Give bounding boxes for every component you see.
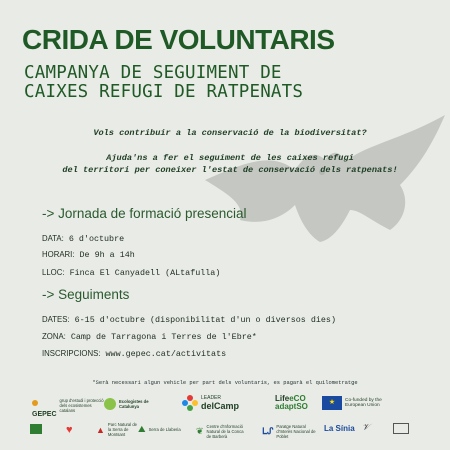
- leader-text: LEADER: [201, 395, 222, 401]
- gepec-logo: [32, 393, 108, 418]
- pnp-icon: ᒪᔑ: [262, 426, 274, 436]
- leader-delcamp-logo: [182, 395, 239, 411]
- mountain-icon: ⛰: [138, 424, 146, 434]
- montsant-text: Parc Natural de la Serra de Montsant: [107, 422, 138, 437]
- signup-link[interactable]: www.gepec.cat/activitats: [105, 349, 227, 359]
- small-logo: [393, 423, 409, 434]
- intro-question: Vols contribuir a la conservació de la biodiversitat?: [93, 128, 367, 138]
- montsant-logo: [30, 424, 42, 434]
- date-value: 6 d'octubre: [68, 234, 125, 244]
- footnote: *Serà necessari algun vehicle per part dels voluntaris, es pagarà el quilometratge: [92, 380, 358, 386]
- ebre-text: Centre d'Informació Natural de la Conca de Barberà: [206, 424, 244, 439]
- flower-icon: [182, 395, 198, 411]
- zone-value: Camp de Tarragona i Terres de l'Ebre*: [70, 332, 257, 342]
- page-title: CRIDA DE VOLUNTARIS: [22, 24, 335, 55]
- sinia-text: La Sínia: [324, 424, 355, 433]
- ecologistes-mark-icon: [104, 398, 116, 410]
- training-place: [42, 268, 220, 278]
- monitoring-heading: -> Seguiments: [42, 287, 130, 302]
- eco-text: eCO: [289, 394, 306, 403]
- page-subtitle: [24, 64, 303, 102]
- time-label: HORARI:: [42, 250, 75, 259]
- ecologistes-logo: [104, 398, 159, 410]
- montsant-mark-icon: [30, 424, 42, 434]
- life-ecoadapt-logo: [275, 395, 308, 411]
- intro-call-line-1: Ajuda'ns a fer el seguiment de les caixes refugi: [106, 153, 354, 163]
- eu-flag-icon: ★: [322, 396, 342, 410]
- montsant-park-logo: [96, 422, 140, 437]
- place-label: LLOC:: [42, 268, 65, 277]
- training-date: [42, 234, 124, 244]
- poblet-text: Paratge Natural d'Interès Nacional de Poblet: [276, 424, 316, 439]
- subtitle-line-1: CAMPANYA DE SEGUIMENT DE: [24, 63, 282, 83]
- gepec-mark-icon: [32, 400, 38, 406]
- llaberia-text: Serra de Llaberia: [148, 427, 181, 432]
- gepec-description: grup d'estudi i protecció dels ecosistemes catalans: [59, 398, 104, 413]
- intro-text: [30, 127, 430, 176]
- ecologistes-text: Ecologistes de Catalunya: [119, 399, 149, 409]
- signature-logo: [362, 423, 370, 433]
- sinia-logo: [324, 424, 355, 433]
- small-logo-mark-icon: [393, 423, 409, 434]
- monitoring-zone: [42, 332, 257, 342]
- zone-label: ZONA:: [42, 332, 66, 341]
- heart-icon: ♥: [66, 424, 73, 436]
- delcamp-text: delCamp: [201, 401, 240, 411]
- time-value: De 9h a 14h: [79, 250, 135, 260]
- life-text: Life: [275, 394, 290, 403]
- signature-mark-icon: 𝒱: [362, 423, 370, 433]
- conca-logo: [196, 424, 249, 439]
- llaberia-logo: [138, 424, 183, 435]
- poblet-logo: [262, 424, 320, 439]
- monitoring-dates: [42, 315, 336, 325]
- gepec-logo-text: GEPEC: [32, 411, 57, 418]
- place-value: Finca El Canyadell (ALtafulla): [69, 268, 221, 278]
- eu-text: Co-funded by the European Union: [345, 398, 382, 408]
- subtitle-line-2: CAIXES REFUGI DE RATPENATS: [24, 82, 304, 102]
- intro-call-line-2: del territori per coneixer l'estat de conservació dels ratpenats!: [62, 165, 398, 175]
- heart-logo: [66, 424, 73, 436]
- training-time: [42, 250, 135, 260]
- training-heading: -> Jornada de formació presencial: [42, 206, 247, 221]
- dates-value: 6-15 d'octubre (disponibilitat d'un o diversos dies): [74, 315, 336, 325]
- leaf-icon: ❦: [196, 426, 204, 436]
- adapt-text: adaptSO: [275, 402, 308, 411]
- eu-logo: [322, 396, 395, 410]
- park-mark-icon: ▲: [96, 424, 105, 435]
- date-label: DATA:: [42, 234, 64, 243]
- signup-label: INSCRIPCIONS:: [42, 349, 101, 358]
- monitoring-signup: [42, 349, 226, 359]
- dates-label: DATES:: [42, 315, 70, 324]
